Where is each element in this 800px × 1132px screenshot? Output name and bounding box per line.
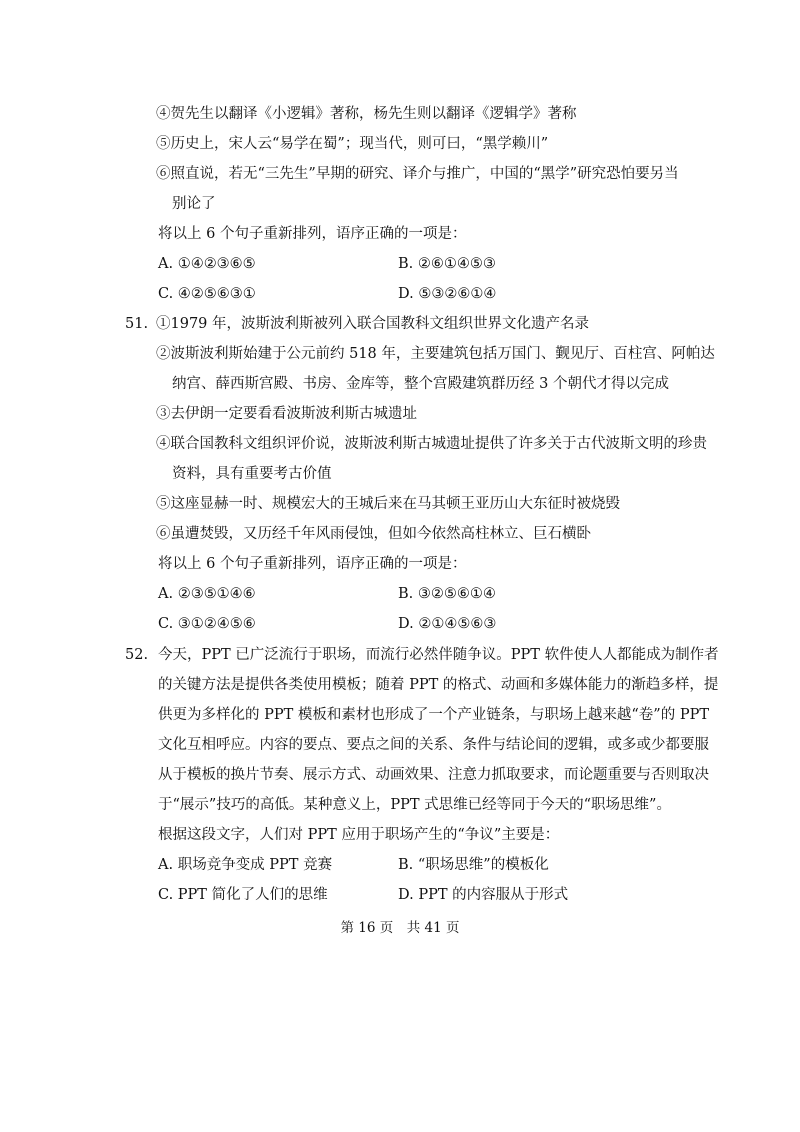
q52-text-line-2: 的关键方法是提供各类使用模板；随着 PPT 的格式、动画和多媒体能力的渐趋多样，提 xyxy=(158,677,719,693)
q50-line-6: ⑥照直说，若无“三先生”早期的研究、译介与推广，中国的“黑学”研究恐怕要另当 xyxy=(156,166,679,182)
q50-option-b[interactable]: B. ②⑥①④⑤③ xyxy=(398,256,496,272)
q51-line-2: ②波斯波利斯始建于公元前约 518 年，主要建筑包括万国门、觐见厅、百柱宫、阿帕达 xyxy=(156,346,715,362)
q52-option-c[interactable]: C. PPT 简化了人们的思维 xyxy=(158,887,328,903)
q50-option-c[interactable]: C. ④②⑤⑥③① xyxy=(158,286,256,302)
q52-option-d[interactable]: D. PPT 的内容服从于形式 xyxy=(398,887,569,903)
q51-prompt: 将以上 6 个句子重新排列，语序正确的一项是： xyxy=(158,556,467,572)
q50-line-4: ④贺先生以翻译《小逻辑》著称，杨先生则以翻译《逻辑学》著称 xyxy=(156,106,577,122)
page-footer: 第 16 页 共 41 页 xyxy=(340,920,460,936)
q52-option-a[interactable]: A. 职场竞争变成 PPT 竞赛 xyxy=(158,857,333,873)
q51-option-b[interactable]: B. ③②⑤⑥①④ xyxy=(398,586,496,602)
q51-line-3: ③去伊朗一定要看看波斯波利斯古城遗址 xyxy=(156,406,417,422)
q51-option-a[interactable]: A. ②③⑤①④⑥ xyxy=(158,586,256,602)
q50-option-d[interactable]: D. ⑤③②⑥①④ xyxy=(398,286,497,302)
q51-line-4: ④联合国教科文组织评价说，波斯波利斯古城遗址提供了许多关于古代波斯文明的珍贵 xyxy=(156,436,707,452)
q51-line-4-cont: 资料，具有重要考古价值 xyxy=(172,466,332,482)
q52-text-line-1: 今天，PPT 已广泛流行于职场，而流行必然伴随争议。PPT 软件使人人都能成为制作者 xyxy=(158,647,719,663)
q51-option-d[interactable]: D. ②①④⑤⑥③ xyxy=(398,616,497,632)
q52-text-line-3: 供更为多样化的 PPT 模板和素材也形成了一个产业链条，与职场上越来越“卷”的 PPT xyxy=(158,707,710,723)
q52-text-line-5: 从于模板的换片节奏、展示方式、动画效果、注意力抓取要求，而论题重要与否则取决 xyxy=(158,767,709,783)
q50-line-6-cont: 别论了 xyxy=(172,196,216,212)
q52-option-b[interactable]: B. “职场思维”的模板化 xyxy=(398,857,549,873)
q51-line-5: ⑤这座显赫一时、规模宏大的王城后来在马其顿王亚历山大东征时被烧毁 xyxy=(156,496,620,512)
q51-line-2-cont: 纳宫、薛西斯宫殿、书房、金库等，整个宫殿建筑群历经 3 个朝代才得以完成 xyxy=(172,376,669,392)
q50-option-a[interactable]: A. ①④②③⑥⑤ xyxy=(158,256,256,272)
q52-text-line-4: 文化互相呼应。内容的要点、要点之间的关系、条件与结论间的逻辑，或多或少都要服 xyxy=(158,737,709,753)
q50-prompt: 将以上 6 个句子重新排列，语序正确的一项是： xyxy=(158,226,467,242)
q51-line-6: ⑥虽遭焚毁，又历经千年风雨侵蚀，但如今依然高柱林立、巨石横卧 xyxy=(156,526,591,542)
q52-text-line-6: 于“展示”技巧的高低。某种意义上，PPT 式思维已经等同于今天的“职场思维”。 xyxy=(158,797,671,813)
q51-option-c[interactable]: C. ③①②④⑤⑥ xyxy=(158,616,256,632)
q52-number: 52. xyxy=(125,647,149,663)
q51-line-1: ①1979 年，波斯波利斯被列入联合国教科文组织世界文化遗产名录 xyxy=(156,316,590,332)
q50-line-5: ⑤历史上，宋人云“易学在蜀”；现当代，则可曰，“黑学赖川” xyxy=(156,136,549,152)
q51-number: 51. xyxy=(125,316,149,332)
q52-prompt: 根据这段文字，人们对 PPT 应用于职场产生的“争议”主要是： xyxy=(158,827,560,843)
